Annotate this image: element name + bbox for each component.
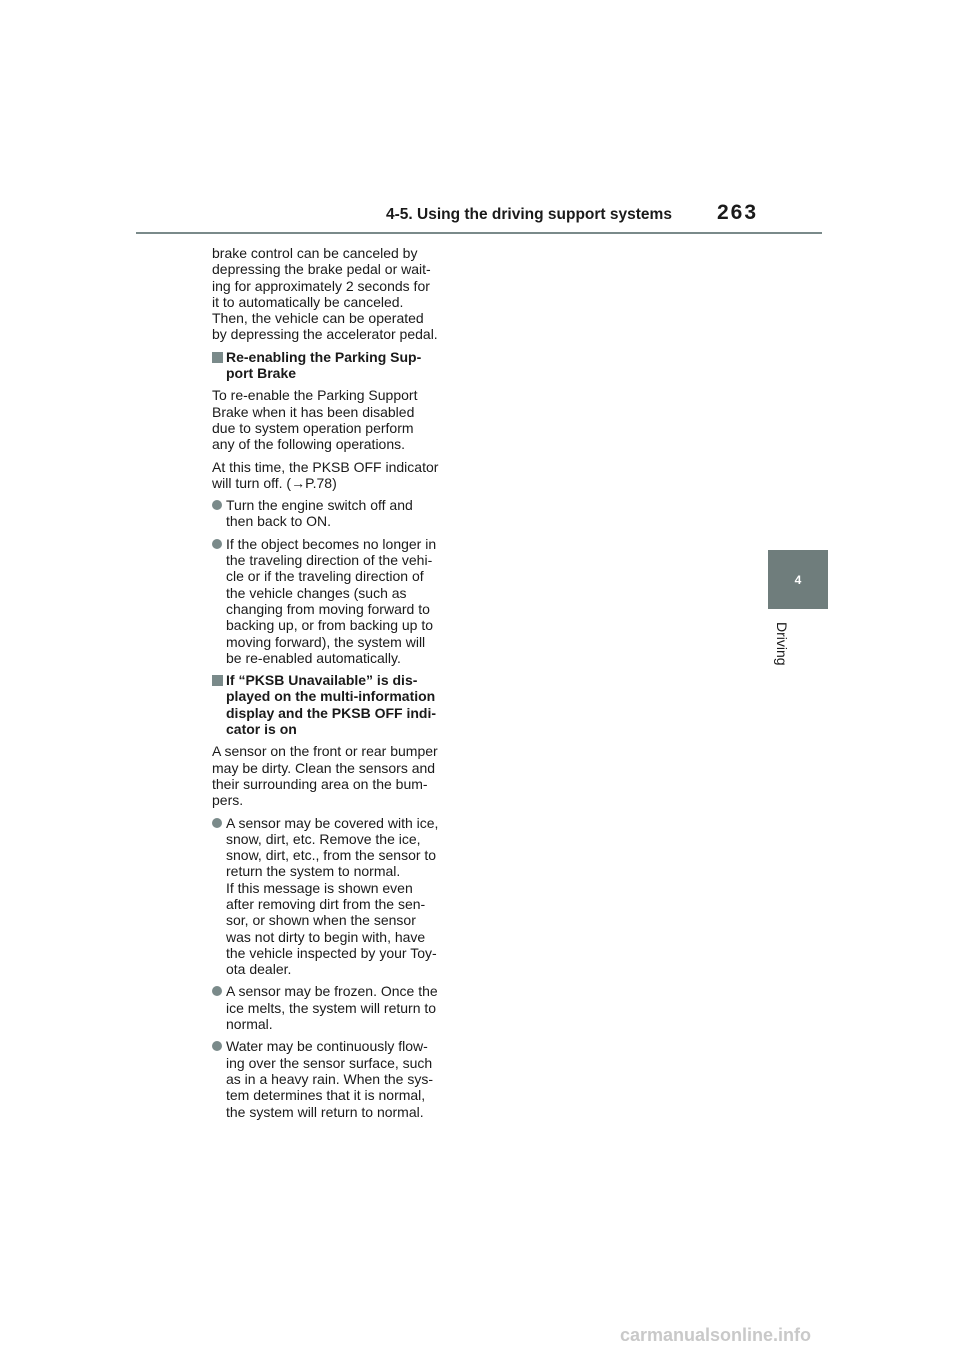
- chapter-number: 4: [794, 572, 802, 587]
- body-paragraph: To re-enable the Parking Support Brake when it has been disabled due to system operation perform any of the following operations.: [212, 387, 418, 453]
- list-item: [212, 536, 474, 666]
- page-number: 263: [717, 201, 759, 224]
- body-paragraph: A sensor on the front or rear bumper may be dirty. Clean the sensors and their surrounding area on the bum- pers.: [212, 743, 438, 809]
- section-title: 4-5. Using the driving support systems: [386, 206, 672, 223]
- square-bullet-icon: [212, 352, 223, 363]
- body-paragraph: At this time, the PKSB OFF indicator will turn off. (→P.78): [212, 458, 439, 491]
- list-item-text: A sensor may be frozen. Once the ice melts, the system will return to normal.: [226, 983, 438, 1033]
- list-item-text: A sensor may be covered with ice, snow, dirt, etc. Remove the ice, snow, dirt, etc., from the sensor to return the system to normal. If this message is shown even after removing dirt from the sen- sor, or shown when the sensor was not dirty to begin with, have the vehicle inspected by your Toy- ota dealer.: [226, 814, 439, 978]
- list-item: [212, 497, 474, 530]
- heading-text: Re-enabling the Parking Sup- port Brake: [226, 348, 422, 382]
- watermark: carmanualsonline.info: [620, 1325, 812, 1345]
- list-item: [212, 983, 474, 1032]
- section-heading-re-enabling: [212, 349, 474, 382]
- section-heading-pksb-unavailable: [212, 672, 474, 737]
- heading-text: If “PKSB Unavailable” is dis- played on the multi-information display and the PKSB OFF indi- cator is on: [226, 672, 437, 738]
- intro-paragraph: brake control can be canceled by depressing the brake pedal or wait- ing for approximately 2 seconds for it to automatically be canceled. Then, the vehicle can be operated by depressing the accelerator pedal.: [212, 245, 438, 343]
- list-item-text: If the object becomes no longer in the traveling direction of the vehi- cle or if the traveling direction of the vehicle changes (such as changing from moving forward to backing up, or from backing up to moving forward), the system will be re-enabled automatically.: [226, 535, 437, 666]
- list-item-text: Turn the engine switch off and then back to ON.: [226, 497, 413, 530]
- round-bullet-icon: [212, 539, 222, 549]
- round-bullet-icon: [212, 500, 222, 510]
- round-bullet-icon: [212, 818, 222, 828]
- round-bullet-icon: [212, 1041, 222, 1051]
- chapter-label: Driving: [774, 622, 790, 666]
- list-item: [212, 815, 474, 978]
- square-bullet-icon: [212, 675, 223, 686]
- list-item: [212, 1038, 474, 1119]
- round-bullet-icon: [212, 986, 222, 996]
- main-content: [212, 245, 474, 1126]
- list-item-text: Water may be continuously flow- ing over the sensor surface, such as in a heavy rain. When the sys- tem determines that it is normal, the system will return to normal.: [226, 1038, 433, 1120]
- header-divider: [136, 232, 822, 234]
- chapter-tab: [768, 550, 828, 609]
